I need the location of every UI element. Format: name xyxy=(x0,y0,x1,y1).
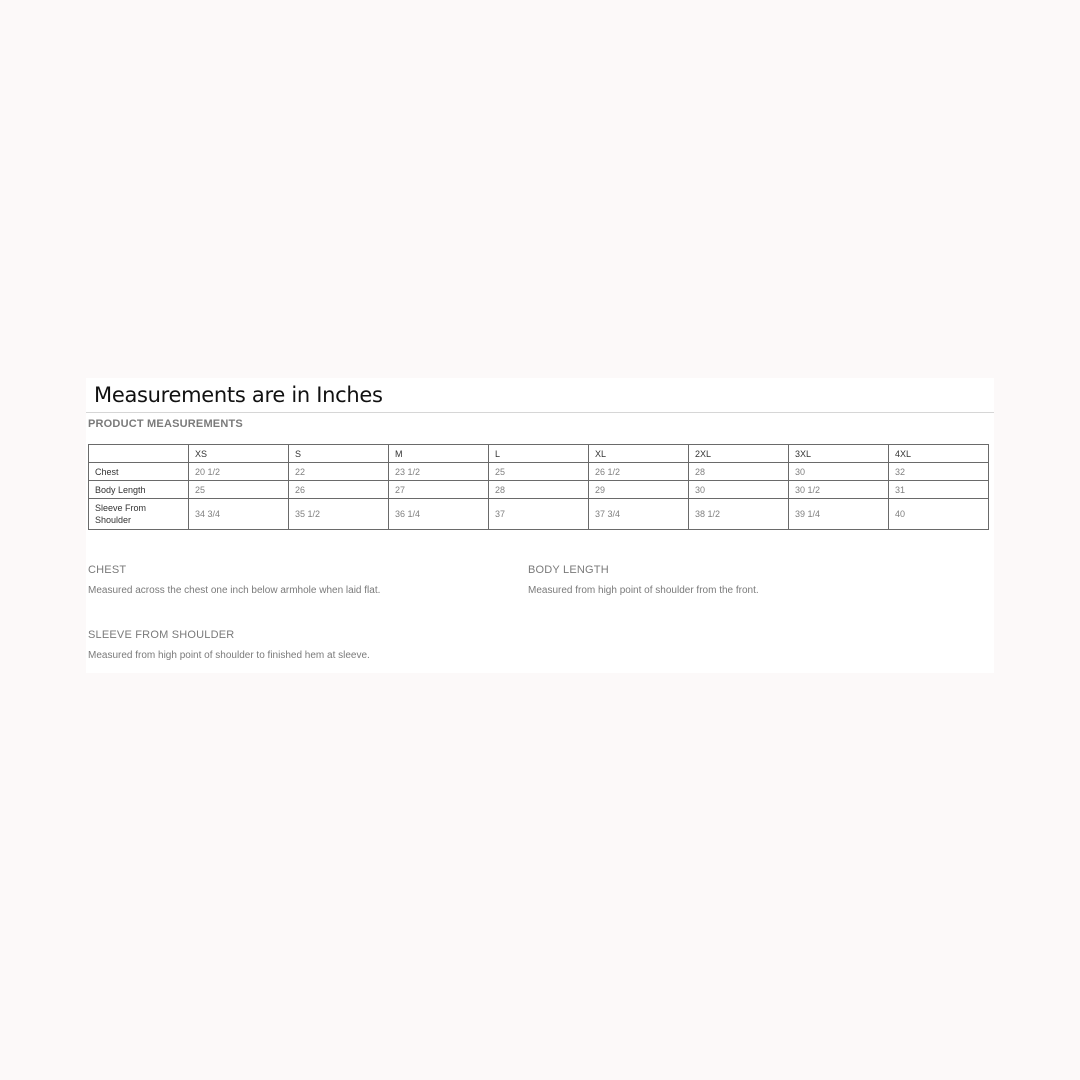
sleeve-definition-title: SLEEVE FROM SHOULDER xyxy=(88,629,235,641)
table-cell: 37 3/4 xyxy=(589,499,689,530)
table-cell: 31 xyxy=(889,481,989,499)
table-cell: 30 1/2 xyxy=(789,481,889,499)
table-cell: 40 xyxy=(889,499,989,530)
table-cell: 26 xyxy=(289,481,389,499)
row-label: Body Length xyxy=(89,481,189,499)
table-cell: 28 xyxy=(489,481,589,499)
table-cell: 29 xyxy=(589,481,689,499)
body-length-definition-text: Measured from high point of shoulder from the front. xyxy=(528,585,759,596)
table-cell: 25 xyxy=(489,463,589,481)
table-cell: 28 xyxy=(689,463,789,481)
table-cell: 39 1/4 xyxy=(789,499,889,530)
size-header: 3XL xyxy=(789,445,889,463)
sleeve-definition-text: Measured from high point of shoulder to finished hem at sleeve. xyxy=(88,650,370,661)
table-cell: 30 xyxy=(789,463,889,481)
table-cell: 36 1/4 xyxy=(389,499,489,530)
table-cell: 27 xyxy=(389,481,489,499)
table-cell: 32 xyxy=(889,463,989,481)
row-label-line: Sleeve From xyxy=(95,503,147,513)
size-header: 4XL xyxy=(889,445,989,463)
page-heading: Measurements are in Inches xyxy=(94,383,383,407)
section-title: PRODUCT MEASUREMENTS xyxy=(88,418,243,430)
size-header: 2XL xyxy=(689,445,789,463)
table-cell: 26 1/2 xyxy=(589,463,689,481)
size-header: XL xyxy=(589,445,689,463)
table-cell: 34 3/4 xyxy=(189,499,289,530)
table-cell: 23 1/2 xyxy=(389,463,489,481)
row-label-line: Shoulder xyxy=(95,515,132,525)
table-cell: 30 xyxy=(689,481,789,499)
table-row xyxy=(89,481,989,499)
table-row xyxy=(89,499,989,530)
row-label: Chest xyxy=(89,463,189,481)
chest-definition-text: Measured across the chest one inch below armhole when laid flat. xyxy=(88,585,381,596)
chest-definition-title: CHEST xyxy=(88,564,127,576)
table-cell: 38 1/2 xyxy=(689,499,789,530)
table-cell: 25 xyxy=(189,481,289,499)
size-header: M xyxy=(389,445,489,463)
divider xyxy=(86,412,994,413)
table-cell: 35 1/2 xyxy=(289,499,389,530)
size-header: L xyxy=(489,445,589,463)
size-chart-table xyxy=(88,444,989,530)
size-header: XS xyxy=(189,445,289,463)
table-header-row xyxy=(89,445,989,463)
table-cell: 22 xyxy=(289,463,389,481)
body-length-definition-title: BODY LENGTH xyxy=(528,564,609,576)
table-corner-cell xyxy=(89,445,189,463)
table-cell: 20 1/2 xyxy=(189,463,289,481)
table-cell: 37 xyxy=(489,499,589,530)
table-row xyxy=(89,463,989,481)
row-label xyxy=(89,499,189,530)
size-header: S xyxy=(289,445,389,463)
